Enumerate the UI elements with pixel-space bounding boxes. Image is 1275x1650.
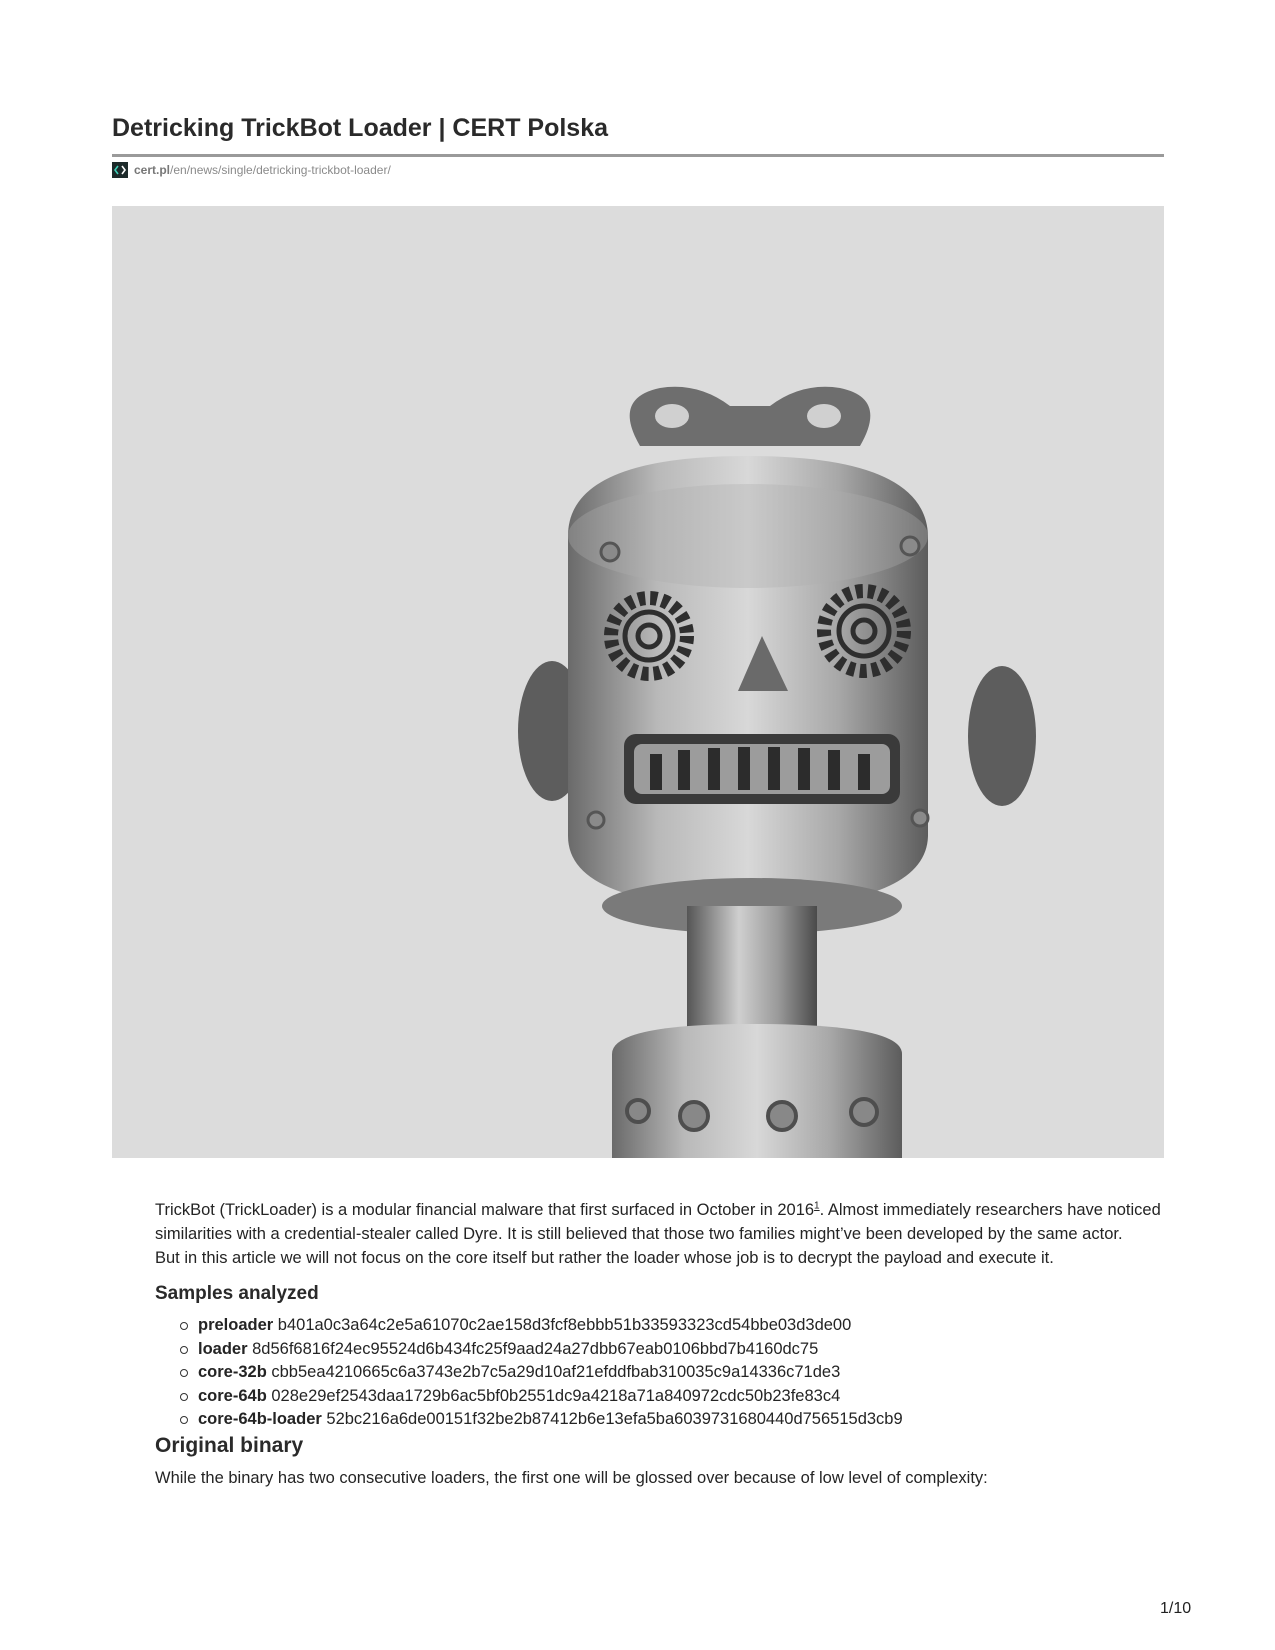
sample-hash: 52bc216a6de00151f32be2b87412b6e13efa5ba6039731680440d756515d3cb9 (326, 1410, 903, 1428)
sample-name: loader (198, 1339, 248, 1358)
samples-list (155, 1314, 1165, 1432)
sample-name: preloader (198, 1316, 274, 1334)
page-number: 1/10 (1160, 1600, 1192, 1617)
list-item (180, 1385, 1165, 1409)
article-paragraph: While the binary has two consecutive loaders, the first one will be glossed over because of low level of complexity: (155, 1468, 988, 1487)
hero-image (112, 206, 1164, 1158)
sample-name: core-32b (198, 1363, 267, 1381)
list-item (180, 1314, 1165, 1338)
source-domain: cert.pl (134, 163, 171, 177)
source-link[interactable] (112, 162, 391, 178)
source-path: /en/news/single/detricking-trickbot-loader/ (170, 163, 391, 177)
list-item (180, 1338, 1165, 1362)
sample-hash: b401a0c3a64c2e5a61070c2ae158d3fcf8ebbb51b33593323cd54bbe03d3de00 (277, 1316, 852, 1334)
intro-paragraph (155, 1198, 1165, 1246)
cert-logo-icon (112, 162, 128, 178)
article-body (155, 1198, 1165, 1490)
sample-name: core-64b (198, 1386, 267, 1405)
sample-name: core-64b-loader (198, 1410, 322, 1428)
title-divider (112, 154, 1164, 157)
list-item (180, 1408, 1165, 1432)
samples-heading: Samples analyzed (155, 1283, 319, 1304)
robot-toy-head-image (112, 206, 1164, 1158)
original-binary-heading: Original binary (155, 1433, 304, 1457)
article-paragraph: But in this article we will not focus on the core itself but rather the loader whose job is to decrypt the payload and execute it. (155, 1249, 1054, 1267)
list-item (180, 1361, 1165, 1385)
footnote-link[interactable]: 1 (814, 1200, 820, 1212)
sample-hash: cbb5ea4210665c6a3743e2b7c5a29d10af21efddfbab310035c9a14336c71de3 (271, 1363, 841, 1381)
intro-text: TrickBot (TrickLoader) is a modular financial malware that first surfaced in October in 2016 (155, 1201, 815, 1219)
sample-hash: 028e29ef2543daa1729b6ac5bf0b2551dc9a4218a71a840972cdc50b23fe83c4 (271, 1386, 841, 1405)
intro-text-continued: . Almost immediately researchers have noticed similarities with a credential-stealer called Dyre. It is still believed that those two families might’ve been developed by the same actor. (155, 1201, 1161, 1243)
sample-hash: 8d56f6816f24ec95524d6b434fc25f9aad24a27dbb67eab0106bbd7b4160dc75 (252, 1339, 819, 1358)
page-title: Detricking TrickBot Loader | CERT Polska (112, 114, 609, 142)
